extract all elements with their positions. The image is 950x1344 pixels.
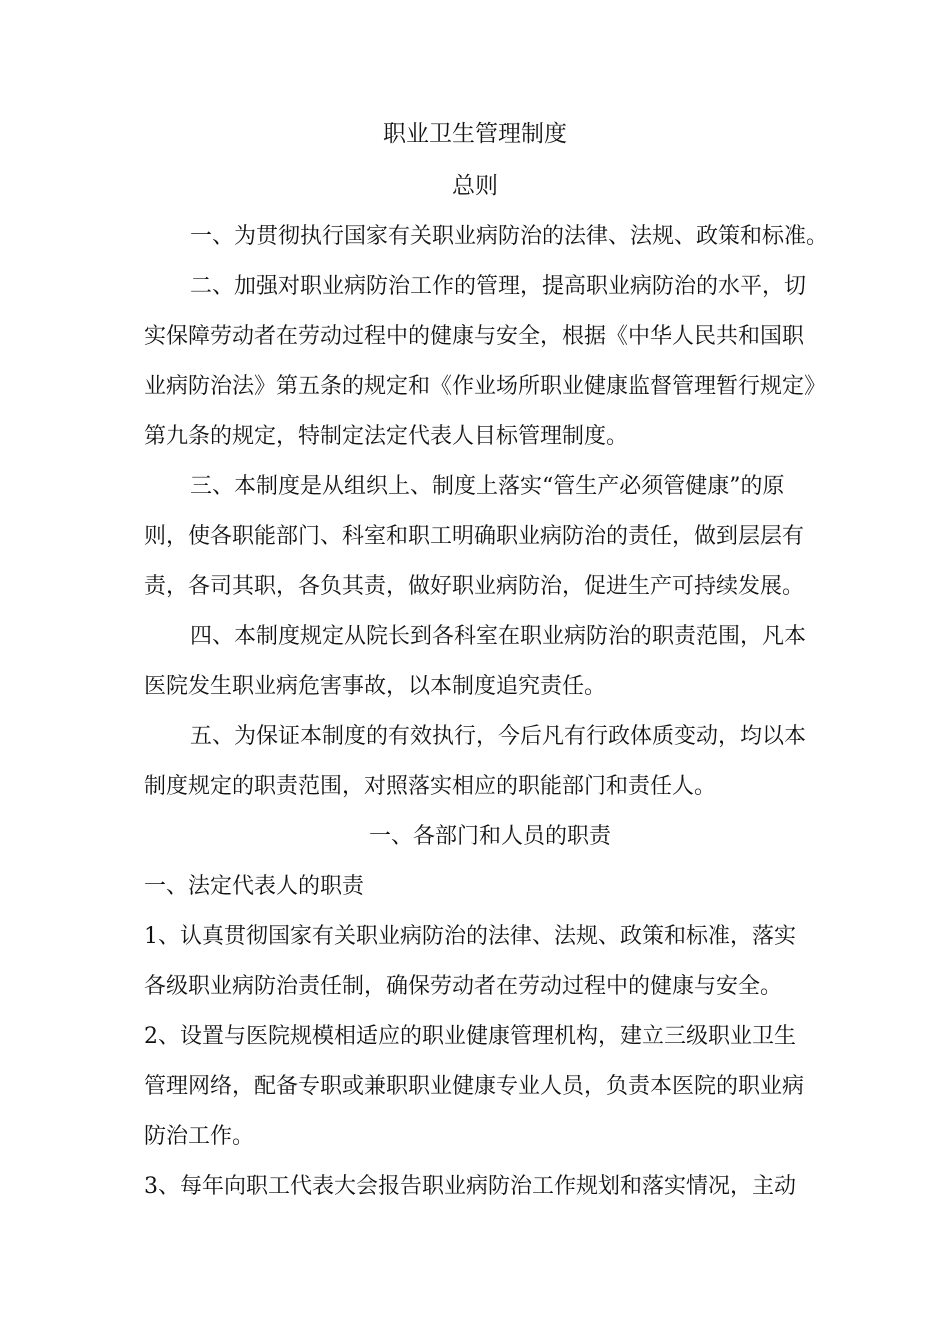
duty-line: 管理网络，配备专职或兼职职业健康专业人员，负责本医院的职业病 [144,1074,805,1099]
paragraph-line: 医院发生职业病危害事故，以本制度追究责任。 [144,674,607,699]
paragraph-line: 一、为贯彻执行国家有关职业病防治的法律、法规、政策和标准。 [190,224,829,249]
duty-line: 2、设置与医院规模相适应的职业健康管理机构，建立三级职业卫生 [144,1024,796,1049]
duty-line: 各级职业病防治责任制，确保劳动者在劳动过程中的健康与安全。 [144,974,783,999]
paragraph-line: 业病防治法》第五条的规定和《作业场所职业健康监督管理暂行规定》 [144,374,827,399]
duty-line: 1、认真贯彻国家有关职业病防治的法律、法规、政策和标准，落实 [144,924,796,949]
subsection-heading: 一、法定代表人的职责 [144,874,365,899]
paragraph-line: 制度规定的职责范围，对照落实相应的职能部门和责任人。 [144,774,717,799]
paragraph-line: 实保障劳动者在劳动过程中的健康与安全，根据《中华人民共和国职 [144,324,805,349]
document-title: 职业卫生管理制度 [383,121,567,147]
document-subtitle: 总则 [452,173,498,199]
paragraph-line: 则，使各职能部门、科室和职工明确职业病防治的责任，做到层层有 [144,524,805,549]
paragraph-line: 二、加强对职业病防治工作的管理，提高职业病防治的水平，切 [190,274,807,299]
paragraph-line: 四、本制度规定从院长到各科室在职业病防治的职责范围，凡本 [190,624,807,649]
duty-line: 3、每年向职工代表大会报告职业病防治工作规划和落实情况，主动 [144,1174,796,1199]
paragraph-line: 五、为保证本制度的有效执行，今后凡有行政体质变动，均以本 [190,724,807,749]
section-heading: 一、各部门和人员的职责 [368,824,611,849]
paragraph-line: 三、本制度是从组织上、制度上落实“管生产必须管健康”的原 [190,474,785,499]
paragraph-line: 第九条的规定，特制定法定代表人目标管理制度。 [144,424,629,449]
paragraph-line: 责，各司其职，各负其责，做好职业病防治，促进生产可持续发展。 [144,574,805,599]
duty-line: 防治工作。 [144,1124,255,1149]
